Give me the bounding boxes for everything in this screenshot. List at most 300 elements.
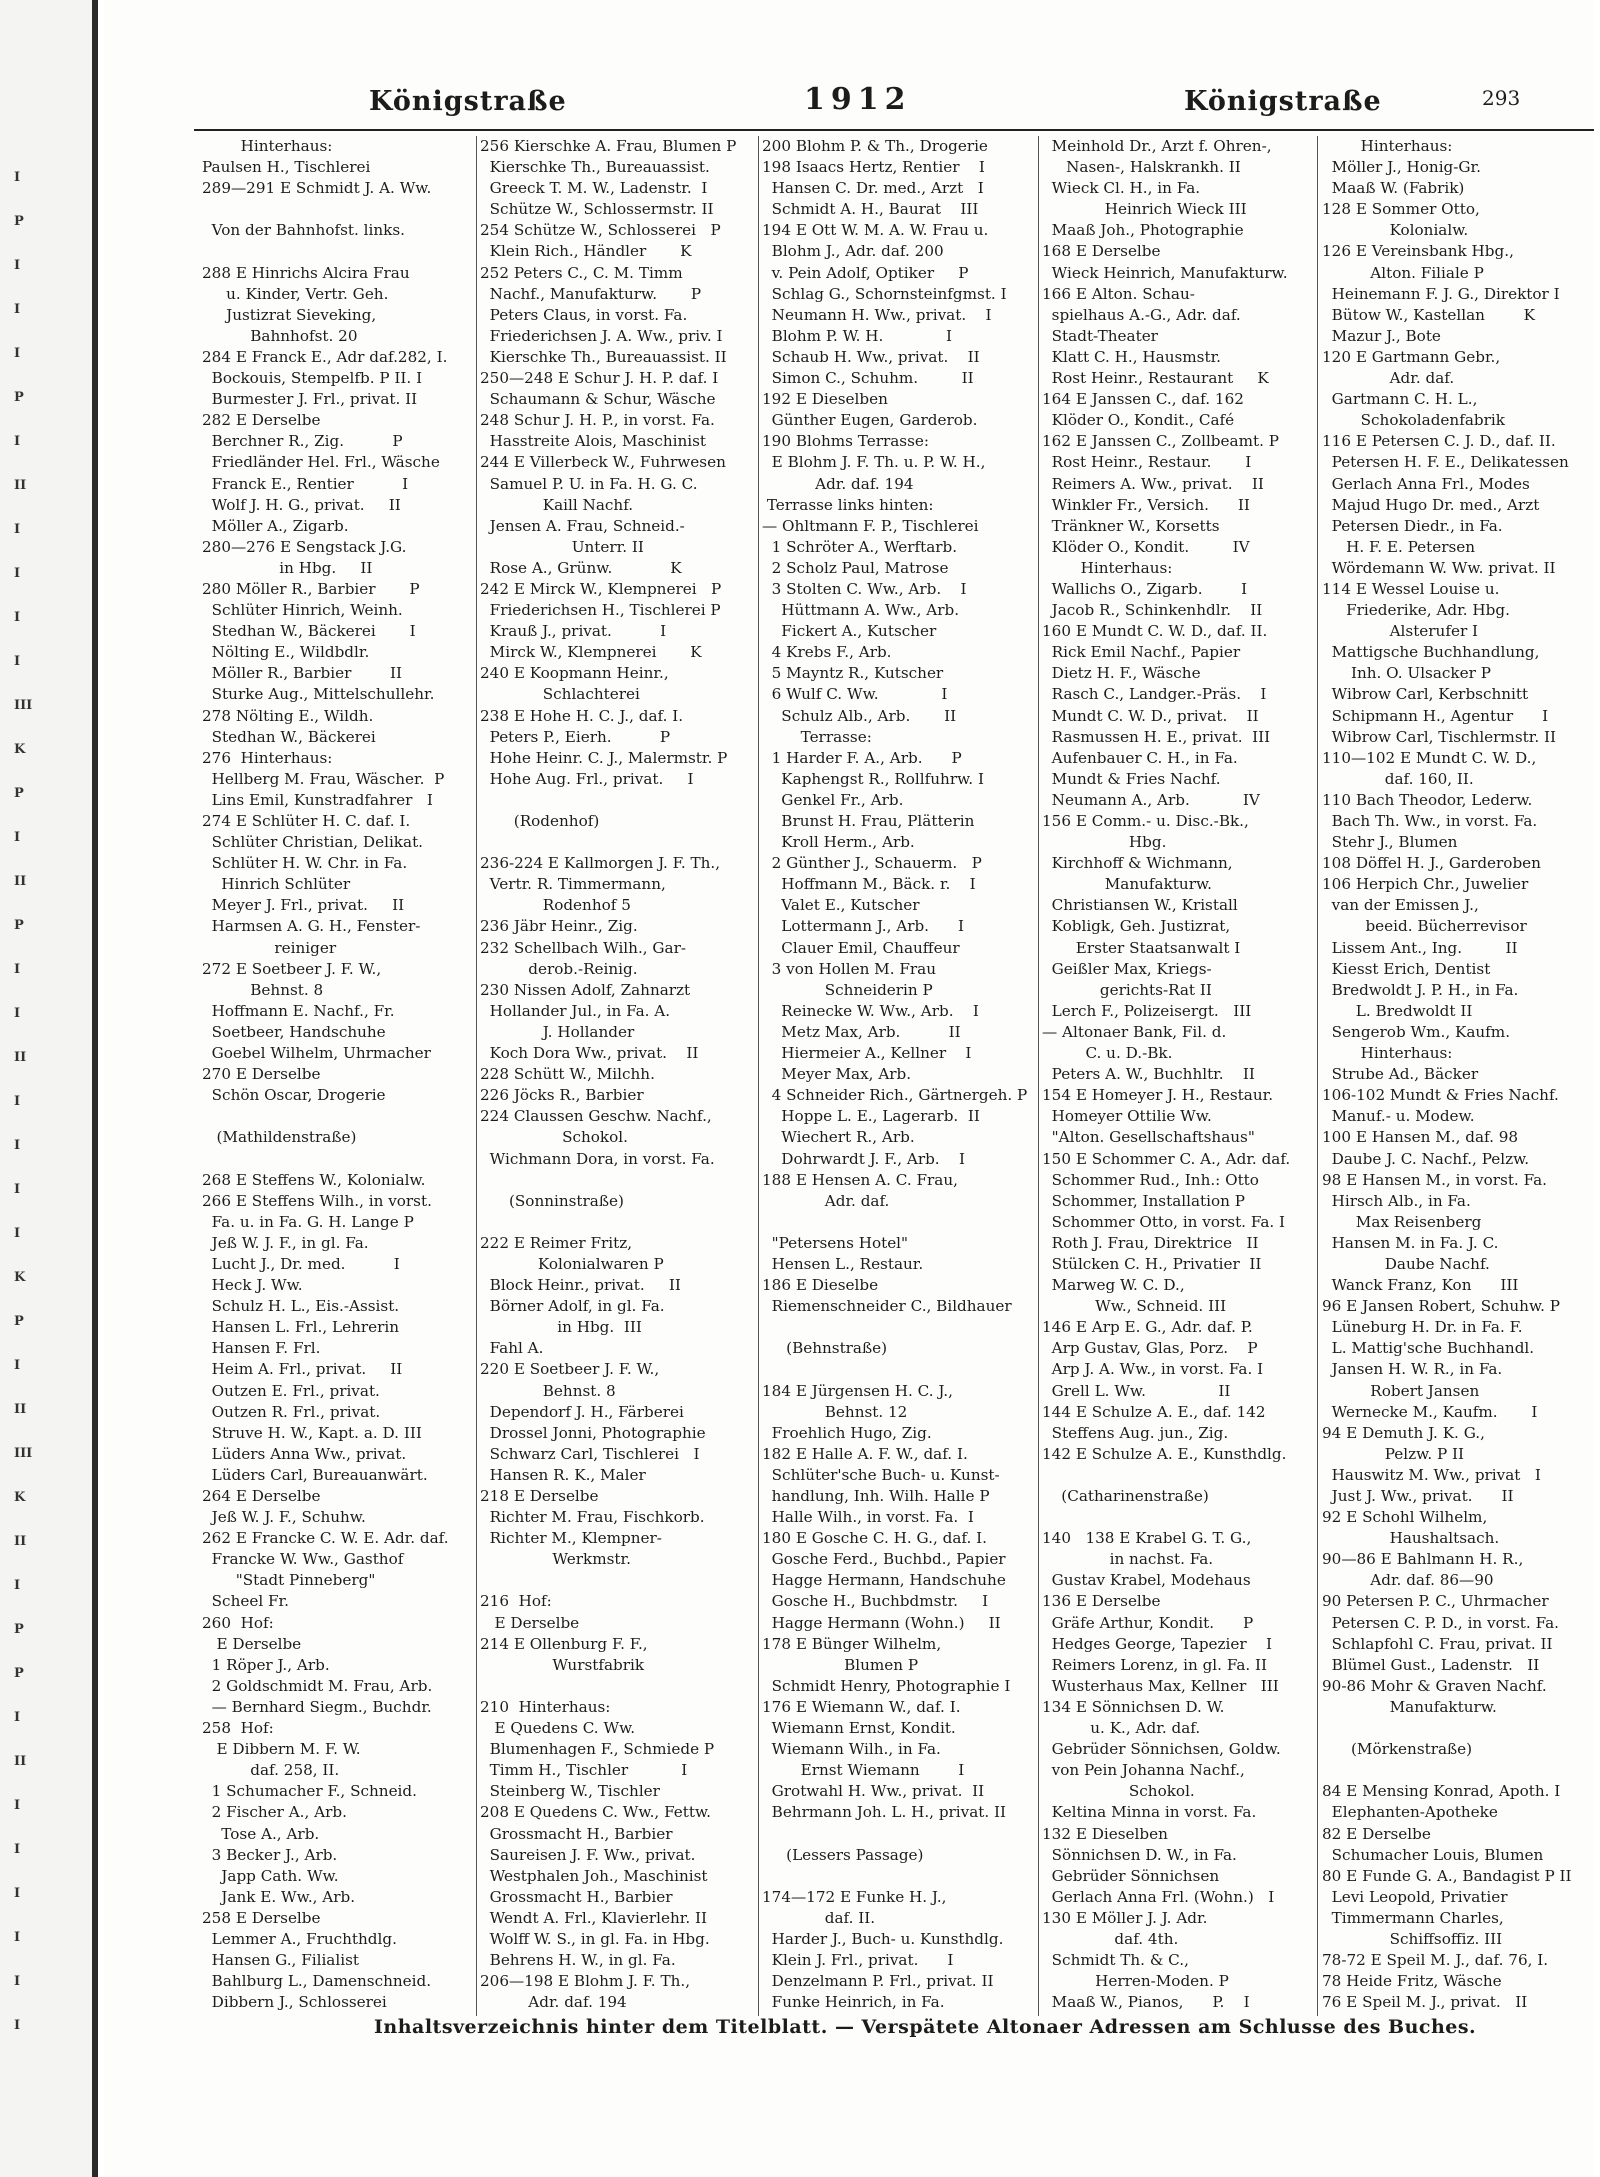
directory-entry-line — [480, 1170, 754, 1191]
directory-entry-line: 274 E Schlüter H. C. daf. I. — [202, 812, 411, 830]
directory-entry-line: Von der Bahnhofst. links. — [202, 221, 405, 240]
directory-entry-line: Dohrwardt J. F., Arb. I — [762, 1149, 965, 1168]
directory-entry-line: (Catharinenstraße) — [1042, 1487, 1209, 1505]
directory-entry-line: 214 E Ollenburg F. F., — [480, 1634, 648, 1653]
directory-entry-line: Heinrich Wieck III — [1042, 200, 1247, 219]
directory-entry-line: Sengerob Wm., Kaufm. — [1322, 1022, 1511, 1041]
directory-entry-line: 262 E Francke C. W. E. Adr. daf. — [202, 1529, 449, 1548]
directory-entry-line: Blumenhagen F., Schmiede P — [480, 1740, 715, 1759]
directory-entry-line: Hinrich Schlüter — [202, 875, 351, 894]
directory-entry-line: 192 E Dieselben — [762, 390, 888, 409]
directory-entry-line: Maaß Joh., Photographie — [1042, 221, 1244, 240]
margin-mark: I — [14, 1138, 21, 1153]
directory-entry-line: 250—248 E Schur J. H. P. daf. I — [480, 369, 719, 388]
directory-entry-line: Lüneburg H. Dr. in Fa. F. — [1322, 1318, 1523, 1337]
directory-entry-line: 2 Günther J., Schauerm. P — [762, 854, 982, 873]
directory-entry-line: Schommer Otto, in vorst. Fa. I — [1042, 1212, 1286, 1231]
directory-entry-line: Hinterhaus: — [1322, 1044, 1453, 1063]
directory-entry-line: Harder J., Buch- u. Kunsthdlg. — [762, 1929, 1004, 1948]
directory-entry-line: Hellberg M. Frau, Wäscher. P — [202, 769, 445, 788]
directory-entry-line: Reimers A. Ww., privat. II — [1042, 474, 1264, 493]
directory-entry-line: reiniger — [202, 938, 337, 957]
directory-entry-line: 230 Nissen Adolf, Zahnarzt — [480, 980, 691, 999]
margin-mark: P — [14, 1666, 24, 1681]
directory-entry-line: Mattigsche Buchhandlung, — [1322, 643, 1540, 662]
directory-entry-line: Stehr J., Blumen — [1322, 833, 1458, 852]
directory-entry-line: Gustav Krabel, Modehaus — [1042, 1571, 1251, 1590]
directory-entry-line: Simon C., Schuhm. II — [762, 369, 974, 388]
directory-entry-line: Bach Th. Ww., in vorst. Fa. — [1322, 812, 1538, 830]
margin-mark: I — [14, 258, 21, 273]
directory-entry-line: Maaß W. (Fabrik) — [1322, 179, 1465, 198]
directory-entry-line — [202, 1106, 474, 1127]
directory-entry-line: Lucht J., Dr. med. I — [202, 1254, 400, 1273]
directory-entry-line: Wieck Heinrich, Manufakturw. — [1042, 263, 1288, 282]
directory-entry-line: Möller A., Zigarb. — [202, 516, 349, 535]
directory-entry-line: Jeß W. J. F., Schuhw. — [202, 1508, 366, 1527]
directory-entry-line: Richter M., Klempner- — [480, 1529, 662, 1548]
directory-entry-line: spielhaus A.-G., Adr. daf. — [1042, 305, 1241, 324]
directory-entry-line: Ernst Wiemann I — [762, 1761, 965, 1780]
directory-entry-line: Hinterhaus: — [202, 137, 333, 155]
column-divider — [758, 136, 759, 2016]
directory-entry-line: Majud Hugo Dr. med., Arzt — [1322, 495, 1540, 514]
directory-entry-line: 126 E Vereinsbank Hbg., — [1322, 242, 1514, 261]
directory-entry-line: Nasen-, Halskrankh. II — [1042, 158, 1241, 177]
directory-entry-line: 2 Goldschmidt M. Frau, Arb. — [202, 1676, 433, 1695]
directory-entry-line — [480, 1676, 754, 1697]
directory-entry-line: Lissem Ant., Ing. II — [1322, 938, 1518, 957]
directory-entry-line: Klein Rich., Händler K — [480, 242, 692, 261]
directory-entry-line: 248 Schur J. H. P., in vorst. Fa. — [480, 411, 715, 430]
directory-entry-line: Haushaltsach. — [1322, 1529, 1500, 1548]
directory-entry-line: 266 E Steffens Wilh., in vorst. — [202, 1191, 432, 1210]
directory-entry-line: in Hbg. III — [480, 1318, 642, 1337]
directory-entry-line: Grossmacht H., Barbier — [480, 1887, 673, 1906]
directory-entry-line: Samuel P. U. in Fa. H. G. C. — [480, 474, 698, 493]
directory-entry-line: Gerlach Anna Frl. (Wohn.) I — [1042, 1887, 1275, 1906]
directory-entry-line: Rodenhof 5 — [480, 896, 631, 915]
directory-entry-line: Pelzw. P II — [1322, 1444, 1465, 1463]
directory-entry-line: Bahlburg L., Damenschneid. — [202, 1972, 432, 1991]
directory-entry-line: Kolonialw. — [1322, 221, 1469, 240]
directory-entry-line: 84 E Mensing Konrad, Apoth. I — [1322, 1782, 1561, 1801]
directory-entry-line — [480, 1570, 754, 1591]
directory-entry-line: Tränkner W., Korsetts — [1042, 516, 1220, 535]
directory-entry-line: Dibbern J., Schlosserei — [202, 1993, 387, 2012]
directory-entry-line: Schlüter Hinrich, Weinh. — [202, 601, 403, 620]
directory-page — [104, 0, 1594, 2177]
margin-mark: P — [14, 1314, 24, 1329]
directory-entry-line: Clauer Emil, Chauffeur — [762, 938, 960, 957]
directory-entry-line: Schipmann H., Agentur I — [1322, 706, 1549, 725]
directory-entry-line: beeid. Bücherrevisor — [1322, 917, 1527, 936]
directory-entry-line: Soetbeer, Handschuhe — [202, 1022, 386, 1041]
directory-entry-line: Stedhan W., Bäckerei — [202, 727, 376, 746]
directory-entry-line: Adr. daf. — [762, 1191, 890, 1210]
directory-entry-line: Hoffmann M., Bäck. r. I — [762, 875, 976, 894]
directory-entry-line: Hansen L. Frl., Lehrerin — [202, 1318, 400, 1337]
directory-entry-line: 256 Kierschke A. Frau, Blumen P — [480, 137, 737, 155]
directory-entry-line: 270 E Derselbe — [202, 1065, 321, 1084]
directory-entry-line: Schlüter H. W. Chr. in Fa. — [202, 854, 408, 873]
directory-entry-line: Hansen C. Dr. med., Arzt I — [762, 179, 984, 198]
directory-entry-line: 258 Hof: — [202, 1719, 274, 1738]
directory-entry-line: 6 Wulf C. Ww. I — [762, 685, 948, 704]
directory-entry-line: Grossmacht H., Barbier — [480, 1824, 673, 1843]
directory-entry-line: 142 E Schulze A. E., Kunsthdlg. — [1042, 1444, 1287, 1463]
directory-entry-line: 240 E Koopmann Heinr., — [480, 664, 669, 683]
directory-entry-line: Inh. O. Ulsacker P — [1322, 664, 1491, 683]
directory-entry-line: Terrasse: — [762, 727, 872, 746]
directory-entry-line: 258 E Derselbe — [202, 1908, 321, 1927]
directory-entry-line: Blohm J., Adr. daf. 200 — [762, 242, 944, 261]
directory-entry-line: Schlapfohl C. Frau, privat. II — [1322, 1634, 1553, 1653]
directory-entry-line: 188 E Hensen A. C. Frau, — [762, 1170, 958, 1189]
directory-entry-line: Riemenschneider C., Bildhauer — [762, 1297, 1012, 1316]
directory-entry-line: 210 Hinterhaus: — [480, 1697, 611, 1716]
directory-entry-line: 110 Bach Theodor, Lederw. — [1322, 790, 1533, 809]
directory-entry-line: Tose A., Arb. — [202, 1824, 320, 1843]
directory-entry-line: Alsterufer I — [1322, 622, 1479, 641]
directory-entry-line: daf. 160, II. — [1322, 769, 1474, 788]
directory-entry-line: Strube Ad., Bäcker — [1322, 1065, 1479, 1084]
directory-entry-line: Jacob R., Schinkenhdlr. II — [1042, 601, 1263, 620]
margin-mark: I — [14, 1094, 21, 1109]
directory-entry-line: Hollander Jul., in Fa. A. — [480, 1001, 671, 1020]
margin-mark: I — [14, 1578, 21, 1593]
directory-entry-line: Genkel Fr., Arb. — [762, 790, 904, 809]
directory-entry-line: Gebrüder Sönnichsen, Goldw. — [1042, 1740, 1281, 1759]
directory-entry-line — [480, 1212, 754, 1233]
directory-entry-line: Justizrat Sieveking, — [202, 305, 377, 324]
directory-entry-line: Schlachterei — [480, 685, 640, 704]
page-header — [104, 82, 1594, 126]
directory-entry-line: u. K., Adr. daf. — [1042, 1719, 1201, 1738]
directory-entry-line: Blumen P — [762, 1655, 919, 1674]
header-street-right: Königstraße — [1184, 86, 1382, 117]
column-4 — [1042, 136, 1314, 2016]
directory-entry-line: 80 E Funde G. A., Bandagist P II — [1322, 1866, 1572, 1885]
margin-mark: II — [14, 1754, 27, 1769]
directory-entry-line: Rost Heinr., Restaur. I — [1042, 453, 1252, 472]
directory-entry-line: J. Hollander — [480, 1022, 635, 1041]
directory-entry-line: Burmester J. Frl., privat. II — [202, 390, 418, 409]
directory-entry-line: Gerlach Anna Frl., Modes — [1322, 474, 1530, 493]
directory-entry-line: Stülcken C. H., Privatier II — [1042, 1254, 1262, 1273]
directory-entry-line: 114 E Wessel Louise u. — [1322, 579, 1500, 598]
directory-entry-line: Terrasse links hinten: — [762, 495, 934, 514]
directory-entry-line: Jensen A. Frau, Schneid.- — [480, 516, 685, 535]
directory-entry-line: (Behnstraße) — [762, 1339, 888, 1358]
directory-entry-line: Wiemann Wilh., in Fa. — [762, 1740, 941, 1759]
directory-entry-line: Meyer J. Frl., privat. II — [202, 896, 405, 915]
directory-entry-line: 162 E Janssen C., Zollbeamt. P — [1042, 432, 1279, 451]
directory-entry-line: Friederichsen H., Tischlerei P — [480, 601, 721, 620]
directory-entry-line: Robert Jansen — [1322, 1381, 1480, 1400]
directory-entry-line: Brunst H. Frau, Plätterin — [762, 812, 975, 830]
directory-entry-line — [480, 832, 754, 853]
directory-entry-line: Wurstfabrik — [480, 1655, 645, 1674]
directory-entry-line: 2 Fischer A., Arb. — [202, 1803, 347, 1822]
directory-entry-line: van der Emissen J., — [1322, 896, 1479, 915]
directory-entry-line: Arp Gustav, Glas, Porz. P — [1042, 1339, 1258, 1358]
margin-mark: I — [14, 346, 21, 361]
directory-entry-line: 100 E Hansen M., daf. 98 — [1322, 1128, 1519, 1147]
directory-entry-line: (Mörkenstraße) — [1322, 1740, 1473, 1759]
directory-entry-line: Wiemann Ernst, Kondit. — [762, 1719, 956, 1738]
margin-mark: II — [14, 1402, 27, 1417]
directory-entry-line: Kobligk, Geh. Justizrat, — [1042, 917, 1231, 936]
directory-entry-line: Klöder O., Kondit., Café — [1042, 411, 1235, 430]
directory-entry-line: Schlag G., Schornsteinfgmst. I — [762, 284, 1007, 303]
directory-entry-line: Schokol. — [480, 1128, 628, 1147]
directory-entry-line: Wieck Cl. H., in Fa. — [1042, 179, 1201, 198]
directory-entry-line: Wibrow Carl, Tischlermstr. II — [1322, 727, 1556, 746]
directory-entry-line: Gräfe Arthur, Kondit. P — [1042, 1613, 1254, 1632]
directory-entry-line: 276 Hinterhaus: — [202, 748, 333, 767]
directory-entry-line: Peters Claus, in vorst. Fa. — [480, 305, 688, 324]
directory-entry-line: Nölting E., Wildbdlr. — [202, 643, 370, 662]
directory-entry-line: Möller J., Honig-Gr. — [1322, 158, 1481, 177]
directory-entry-line: Max Reisenberg — [1322, 1212, 1482, 1231]
directory-entry-line: Schokoladenfabrik — [1322, 411, 1505, 430]
directory-entry-line: — Altonaer Bank, Fil. d. — [1042, 1022, 1227, 1041]
margin-mark: I — [14, 522, 21, 537]
directory-entry-line: 182 E Halle A. F. W., daf. I. — [762, 1444, 968, 1463]
directory-entry-line: Steinberg W., Tischler — [480, 1782, 660, 1801]
directory-entry-line: Francke W. Ww., Gasthof — [202, 1550, 404, 1569]
directory-entry-line: 218 E Derselbe — [480, 1487, 599, 1505]
directory-entry-line: Neumann H. Ww., privat. I — [762, 305, 992, 324]
directory-entry-line: Hbg. — [1042, 833, 1167, 852]
directory-entry-line: Paulsen H., Tischlerei — [202, 158, 371, 177]
directory-entry-line: 134 E Sönnichsen D. W. — [1042, 1697, 1225, 1716]
directory-entry-line: Elephanten-Apotheke — [1322, 1803, 1498, 1822]
directory-entry-line: Wichmann Dora, in vorst. Fa. — [480, 1149, 715, 1168]
directory-entry-line: 76 E Speil M. J., privat. II — [1322, 1993, 1528, 2012]
directory-entry-line: Manufakturw. — [1322, 1697, 1497, 1716]
directory-entry-line: 164 E Janssen C., daf. 162 — [1042, 390, 1244, 409]
directory-entry-line — [762, 1212, 1034, 1233]
directory-entry-line: Adr. daf. 194 — [480, 1993, 627, 2012]
directory-entry-line: Scheel Fr. — [202, 1592, 289, 1611]
directory-entry-line: H. F. E. Petersen — [1322, 537, 1476, 556]
directory-entry-line: 110—102 E Mundt C. W. D., — [1322, 748, 1537, 767]
directory-entry-line: Hagge Hermann, Handschuhe — [762, 1571, 1006, 1590]
directory-entry-line: Kaill Nachf. — [480, 495, 634, 514]
directory-entry-line: Schommer Rud., Inh.: Otto — [1042, 1170, 1259, 1189]
directory-entry-line: 166 E Alton. Schau- — [1042, 284, 1195, 303]
directory-entry-line: — Bernhard Siegm., Buchdr. — [202, 1697, 432, 1716]
directory-entry-line: Daube Nachf. — [1322, 1254, 1490, 1273]
directory-entry-line: Metz Max, Arb. II — [762, 1022, 961, 1041]
directory-entry-line: Schütze W., Schlossermstr. II — [480, 200, 714, 219]
directory-entry-line: 278 Nölting E., Wildh. — [202, 706, 374, 725]
directory-entry-line: Kirchhoff & Wichmann, — [1042, 854, 1233, 873]
directory-entry-line: E Blohm J. F. Th. u. P. W. H., — [762, 453, 986, 472]
directory-entry-line: 236 Jäbr Heinr., Zig. — [480, 917, 638, 936]
directory-entry-line: Rasch C., Landger.-Präs. I — [1042, 685, 1267, 704]
directory-entry-line: Fickert A., Kutscher — [762, 622, 937, 641]
directory-entry-line: 3 Stolten C. Ww., Arb. I — [762, 579, 967, 598]
margin-mark: K — [14, 1490, 26, 1505]
directory-entry-line: E Derselbe — [480, 1613, 580, 1632]
directory-entry-line: 254 Schütze W., Schlosserei P — [480, 221, 721, 240]
directory-entry-line: Mazur J., Bote — [1322, 326, 1441, 345]
directory-entry-line: (Sonninstraße) — [480, 1191, 624, 1210]
directory-entry-line: Unterr. II — [480, 537, 644, 556]
directory-entry-line: 78-72 E Speil M. J., daf. 76, I. — [1322, 1951, 1549, 1970]
directory-entry-line: Heck J. Ww. — [202, 1276, 303, 1295]
directory-entry-line: 222 E Reimer Fritz, — [480, 1233, 633, 1252]
directory-entry-line: Aufenbauer C. H., in Fa. — [1042, 748, 1238, 767]
directory-entry-line: Wanck Franz, Kon III — [1322, 1276, 1519, 1295]
margin-mark: I — [14, 654, 21, 669]
directory-entry-line: Hansen M. in Fa. J. C. — [1322, 1233, 1499, 1252]
directory-entry-line: Wolff W. S., in gl. Fa. in Hbg. — [480, 1929, 710, 1948]
directory-entry-line: 264 E Derselbe — [202, 1487, 321, 1505]
directory-entry-line: Rick Emil Nachf., Papier — [1042, 643, 1241, 662]
directory-entry-line — [762, 1317, 1034, 1338]
directory-entry-line: 98 E Hansen M., in vorst. Fa. — [1322, 1170, 1547, 1189]
directory-entry-line: Günther Eugen, Garderob. — [762, 411, 978, 430]
directory-entry-line: Outzen E. Frl., privat. — [202, 1381, 380, 1400]
directory-entry-line: daf. 4th. — [1042, 1929, 1179, 1948]
margin-mark: I — [14, 1886, 21, 1901]
margin-mark: I — [14, 1358, 21, 1373]
directory-entry-line: Petersen C. P. D., in vorst. Fa. — [1322, 1613, 1559, 1632]
directory-entry-line: Berchner R., Zig. P — [202, 432, 403, 451]
directory-entry-line: 232 Schellbach Wilh., Gar- — [480, 938, 687, 957]
directory-entry-line: gerichts-Rat II — [1042, 980, 1212, 999]
directory-entry-line: Hasstreite Alois, Maschinist — [480, 432, 707, 451]
directory-entry-line: Wördemann W. Ww. privat. II — [1322, 558, 1556, 577]
directory-entry-line: Hinterhaus: — [1042, 558, 1173, 577]
margin-mark: I — [14, 170, 21, 185]
directory-entry-line: Lemmer A., Fruchthdlg. — [202, 1929, 397, 1948]
directory-entry-line: Levi Leopold, Privatier — [1322, 1887, 1508, 1906]
directory-entry-line: Reimers Lorenz, in gl. Fa. II — [1042, 1655, 1268, 1674]
directory-entry-line: Behnst. 12 — [762, 1402, 908, 1421]
directory-entry-line: Gosche H., Buchbdmstr. I — [762, 1592, 989, 1611]
directory-entry-line: 82 E Derselbe — [1322, 1824, 1431, 1843]
margin-mark: III — [14, 698, 33, 713]
directory-entry-line: Alton. Filiale P — [1322, 263, 1484, 282]
directory-entry-line: 216 Hof: — [480, 1592, 552, 1611]
margin-mark: I — [14, 1798, 21, 1813]
directory-entry-line: Schumacher Louis, Blumen — [1322, 1845, 1544, 1864]
directory-entry-line: Behrens H. W., in gl. Fa. — [480, 1951, 676, 1970]
directory-entry-line: Fahl A. — [480, 1339, 544, 1358]
directory-entry-line: Hüttmann A. Ww., Arb. — [762, 601, 960, 620]
margin-mark: P — [14, 786, 24, 801]
margin-mark: I — [14, 1226, 21, 1241]
directory-entry-line: Schulz H. L., Eis.-Assist. — [202, 1297, 400, 1316]
column-divider — [1317, 136, 1318, 2016]
directory-entry-line: 289—291 E Schmidt J. A. Ww. — [202, 179, 432, 198]
directory-entry-line: 268 E Steffens W., Kolonialw. — [202, 1170, 426, 1189]
directory-entry-line: 272 E Soetbeer J. F. W., — [202, 959, 382, 978]
directory-entry-line: 194 E Ott W. M. A. W. Frau u. — [762, 221, 989, 240]
directory-entry-line: Denzelmann P. Frl., privat. II — [762, 1972, 994, 1991]
margin-mark: I — [14, 566, 21, 581]
column-5 — [1322, 136, 1592, 2016]
directory-entry-line: Klatt C. H., Hausmstr. — [1042, 347, 1222, 366]
directory-entry-line: Börner Adolf, in gl. Fa. — [480, 1297, 665, 1316]
directory-entry-line: Grell L. Ww. II — [1042, 1381, 1231, 1400]
margin-mark: II — [14, 874, 27, 889]
directory-entry-line: 1 Röper J., Arb. — [202, 1655, 330, 1674]
directory-entry-line: Keltina Minna in vorst. Fa. — [1042, 1803, 1257, 1822]
directory-entry-line: Gebrüder Sönnichsen — [1042, 1866, 1220, 1885]
directory-entry-line: 3 von Hollen M. Frau — [762, 959, 937, 978]
directory-entry-line: Richter M. Frau, Fischkorb. — [480, 1508, 705, 1527]
directory-entry-line: Gosche Ferd., Buchbd., Papier — [762, 1550, 1006, 1569]
directory-entry-line: Bredwoldt J. P. H., in Fa. — [1322, 980, 1519, 999]
directory-entry-line: Schlüter Christian, Delikat. — [202, 833, 423, 852]
margin-mark: I — [14, 1974, 21, 1989]
directory-entry-line: 136 E Derselbe — [1042, 1592, 1161, 1611]
directory-entry-line: derob.-Reinig. — [480, 959, 638, 978]
directory-entry-line: Hansen R. K., Maler — [480, 1465, 646, 1484]
directory-entry-line: Erster Staatsanwalt I — [1042, 938, 1241, 957]
directory-entry-line: Schwarz Carl, Tischlerei I — [480, 1444, 700, 1463]
directory-entry-line: 106-102 Mundt & Fries Nachf. — [1322, 1086, 1559, 1105]
directory-entry-line: Kierschke Th., Bureauassist. — [480, 158, 710, 177]
directory-entry-line: 198 Isaacs Hertz, Rentier I — [762, 158, 985, 177]
directory-entry-line: Reinecke W. Ww., Arb. I — [762, 1001, 979, 1020]
directory-entry-line: Schulz Alb., Arb. II — [762, 706, 957, 725]
directory-entry-line: Werkmstr. — [480, 1550, 631, 1569]
directory-entry-line: 90 Petersen P. C., Uhrmacher — [1322, 1592, 1549, 1611]
header-year: 1912 — [804, 82, 912, 117]
margin-mark: II — [14, 478, 27, 493]
directory-entry-line: Saureisen J. F. Ww., privat. — [480, 1845, 696, 1864]
directory-entry-line: Krauß J., privat. I — [480, 622, 667, 641]
directory-entry-line: Schneiderin P — [762, 980, 933, 999]
directory-entry-line: in Hbg. II — [202, 558, 373, 577]
directory-entry-line — [1322, 1718, 1592, 1739]
directory-entry-line: Jansen H. W. R., in Fa. — [1322, 1360, 1503, 1379]
margin-mark: I — [14, 2018, 21, 2033]
directory-entry-line: Stadt-Theater — [1042, 326, 1158, 345]
directory-entry-line: Nachf., Manufakturw. P — [480, 284, 702, 303]
directory-entry-line: Manuf.- u. Modew. — [1322, 1107, 1475, 1126]
directory-entry-line: Hirsch Alb., in Fa. — [1322, 1191, 1471, 1210]
directory-entry-line: Roth J. Frau, Direktrice II — [1042, 1233, 1259, 1252]
directory-entry-line: 168 E Derselbe — [1042, 242, 1161, 261]
directory-entry-line: Möller R., Barbier II — [202, 664, 402, 683]
directory-entry-line: Neumann A., Arb. IV — [1042, 790, 1260, 809]
directory-entry-line: 4 Schneider Rich., Gärtnergeh. P — [762, 1086, 1028, 1105]
directory-entry-line: 228 Schütt W., Milchh. — [480, 1065, 655, 1084]
directory-entry-line: 94 E Demuth J. K. G., — [1322, 1423, 1485, 1442]
directory-entry-line: Timmermann Charles, — [1322, 1908, 1504, 1927]
directory-entry-line: Wolf J. H. G., privat. II — [202, 495, 401, 514]
margin-mark: II — [14, 1534, 27, 1549]
directory-entry-line: E Derselbe — [202, 1634, 302, 1653]
directory-entry-line: Hedges George, Tapezier I — [1042, 1634, 1272, 1653]
directory-entry-line: Meinhold Dr., Arzt f. Ohren-, — [1042, 137, 1272, 155]
directory-entry-line: Koch Dora Ww., privat. II — [480, 1044, 699, 1063]
directory-entry-line: u. Kinder, Vertr. Geh. — [202, 284, 389, 303]
directory-entry-line: Kolonialwaren P — [480, 1254, 664, 1273]
directory-entry-line: Hohe Aug. Frl., privat. I — [480, 769, 694, 788]
directory-entry-line: Schokol. — [1042, 1782, 1195, 1801]
column-3 — [762, 136, 1034, 2016]
directory-entry-line: Klein J. Frl., privat. I — [762, 1951, 954, 1970]
